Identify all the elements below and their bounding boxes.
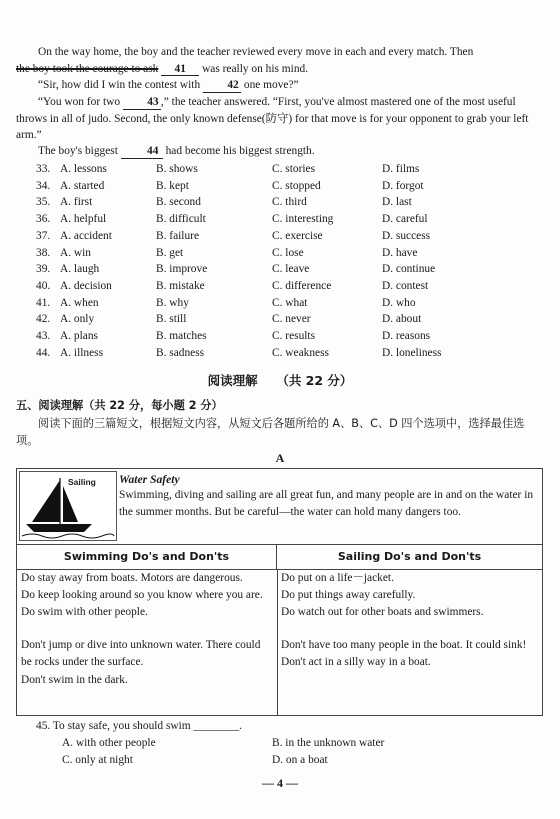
box-intro [17,469,542,544]
passage-paragraph-3: “You won for two 43 ,” the teacher answered. “First, you've almost mastered one of the most useful throws in all of judo. Second, the only known defense(防守) for that move is for your opponent to grab your left arm.” [16,96,529,142]
passage-paragraph-2: “Sir, how did I win the contest with 42 one move?” [38,79,299,91]
option-c: C. only at night [62,754,133,767]
option-row: 40. A. decision B. mistake C. difference D. contest [36,279,429,292]
question-45-stem: 45. To stay safe, you should swim ________. [36,720,242,732]
swimming-header: Swimming Do's and Don'ts [17,544,277,570]
rule-item: Do keep looking around so you know where you are. [21,589,263,602]
sailboat-picture [19,471,117,541]
option-a: A. with other people [62,737,156,750]
rule-item: Do watch out for other boats and swimmers. [281,606,484,619]
picture-label: Sailing [68,477,96,487]
blank-42: 42 [203,79,241,93]
option-row: 33. A. lessons B. shows C. stories D. films [36,163,420,176]
rule-item: Don't jump or dive into unknown water. There could be rocks under the surface. [21,639,261,669]
option-row: 41. A. when B. why C. what D. who [36,296,416,309]
option-row: 36. A. helpful B. difficult C. interesting D. careful [36,213,428,226]
rule-item: Do put things away carefully. [281,589,416,602]
blank-44: 44 [121,145,163,159]
option-row: 43. A. plans B. matches C. results D. reasons [36,329,431,342]
section-title: 阅读理解 （共 22 分） [207,373,353,388]
passage-paragraph-4: The boy's biggest 44 had become his biggest strength. [38,145,315,157]
option-d: D. on a boat [272,754,328,767]
column-divider [277,570,278,715]
option-row: 42. A. only B. still C. never D. about [36,313,422,326]
box-intro-text: Swimming, diving and sailing are all great fun, and many people are in and on the water in the summer months. But be careful—the water can hold many dangers too. [119,489,534,519]
struck-text: the boy took the courage to ask [16,62,159,75]
rule-item: Do swim with other people. [21,606,148,619]
box-title: Water Safety [119,473,180,486]
section-instructions: 阅读下面的三篇短文，根据短文内容，从短文后各题所给的 A、B、C、D 四个选项中，选择最佳选项。 [16,417,525,448]
rule-item: Do stay away from boats. Motors are dangerous. [21,572,243,584]
cloze-options [36,161,536,361]
rule-item: Don't have too many people in the boat. It could sink! [281,639,527,652]
water-safety-box [16,468,543,716]
passage-paragraph-1: On the way home, the boy and the teacher reviewed every move in each and every match. Then the boy took the courage to ask 41 was really on his mind. [16,46,474,75]
sailing-rules [281,570,537,672]
option-row: 34. A. started B. kept C. stopped D. forgot [36,179,424,192]
option-b: B. in the unknown water [272,737,385,750]
question-45-options [62,735,482,769]
rule-item: Do put on a life－jacket. [281,572,394,584]
option-row: 38. A. win B. get C. lose D. have [36,246,418,259]
passage-letter: A [275,451,285,465]
option-row: 37. A. accident B. failure C. exercise D. success [36,229,431,242]
option-row: 39. A. laugh B. improve C. leave D. continue [36,263,436,276]
blank-43: 43 [123,96,161,110]
option-row: 35. A. first B. second C. third D. last [36,196,412,209]
rule-item: Don't swim in the dark. [21,673,128,686]
page-number: — 4 — [262,776,298,790]
option-row: 44. A. illness B. sadness C. weakness D. loneliness [36,346,442,359]
swimming-rules [21,570,271,689]
section-heading: 五、阅读理解（共 22 分，每小题 2 分） [16,399,223,412]
rule-item: Don't act in a silly way in a boat. [281,656,431,669]
blank-41: 41 [161,63,199,77]
sailing-header: Sailing Do's and Don'ts [277,544,542,570]
